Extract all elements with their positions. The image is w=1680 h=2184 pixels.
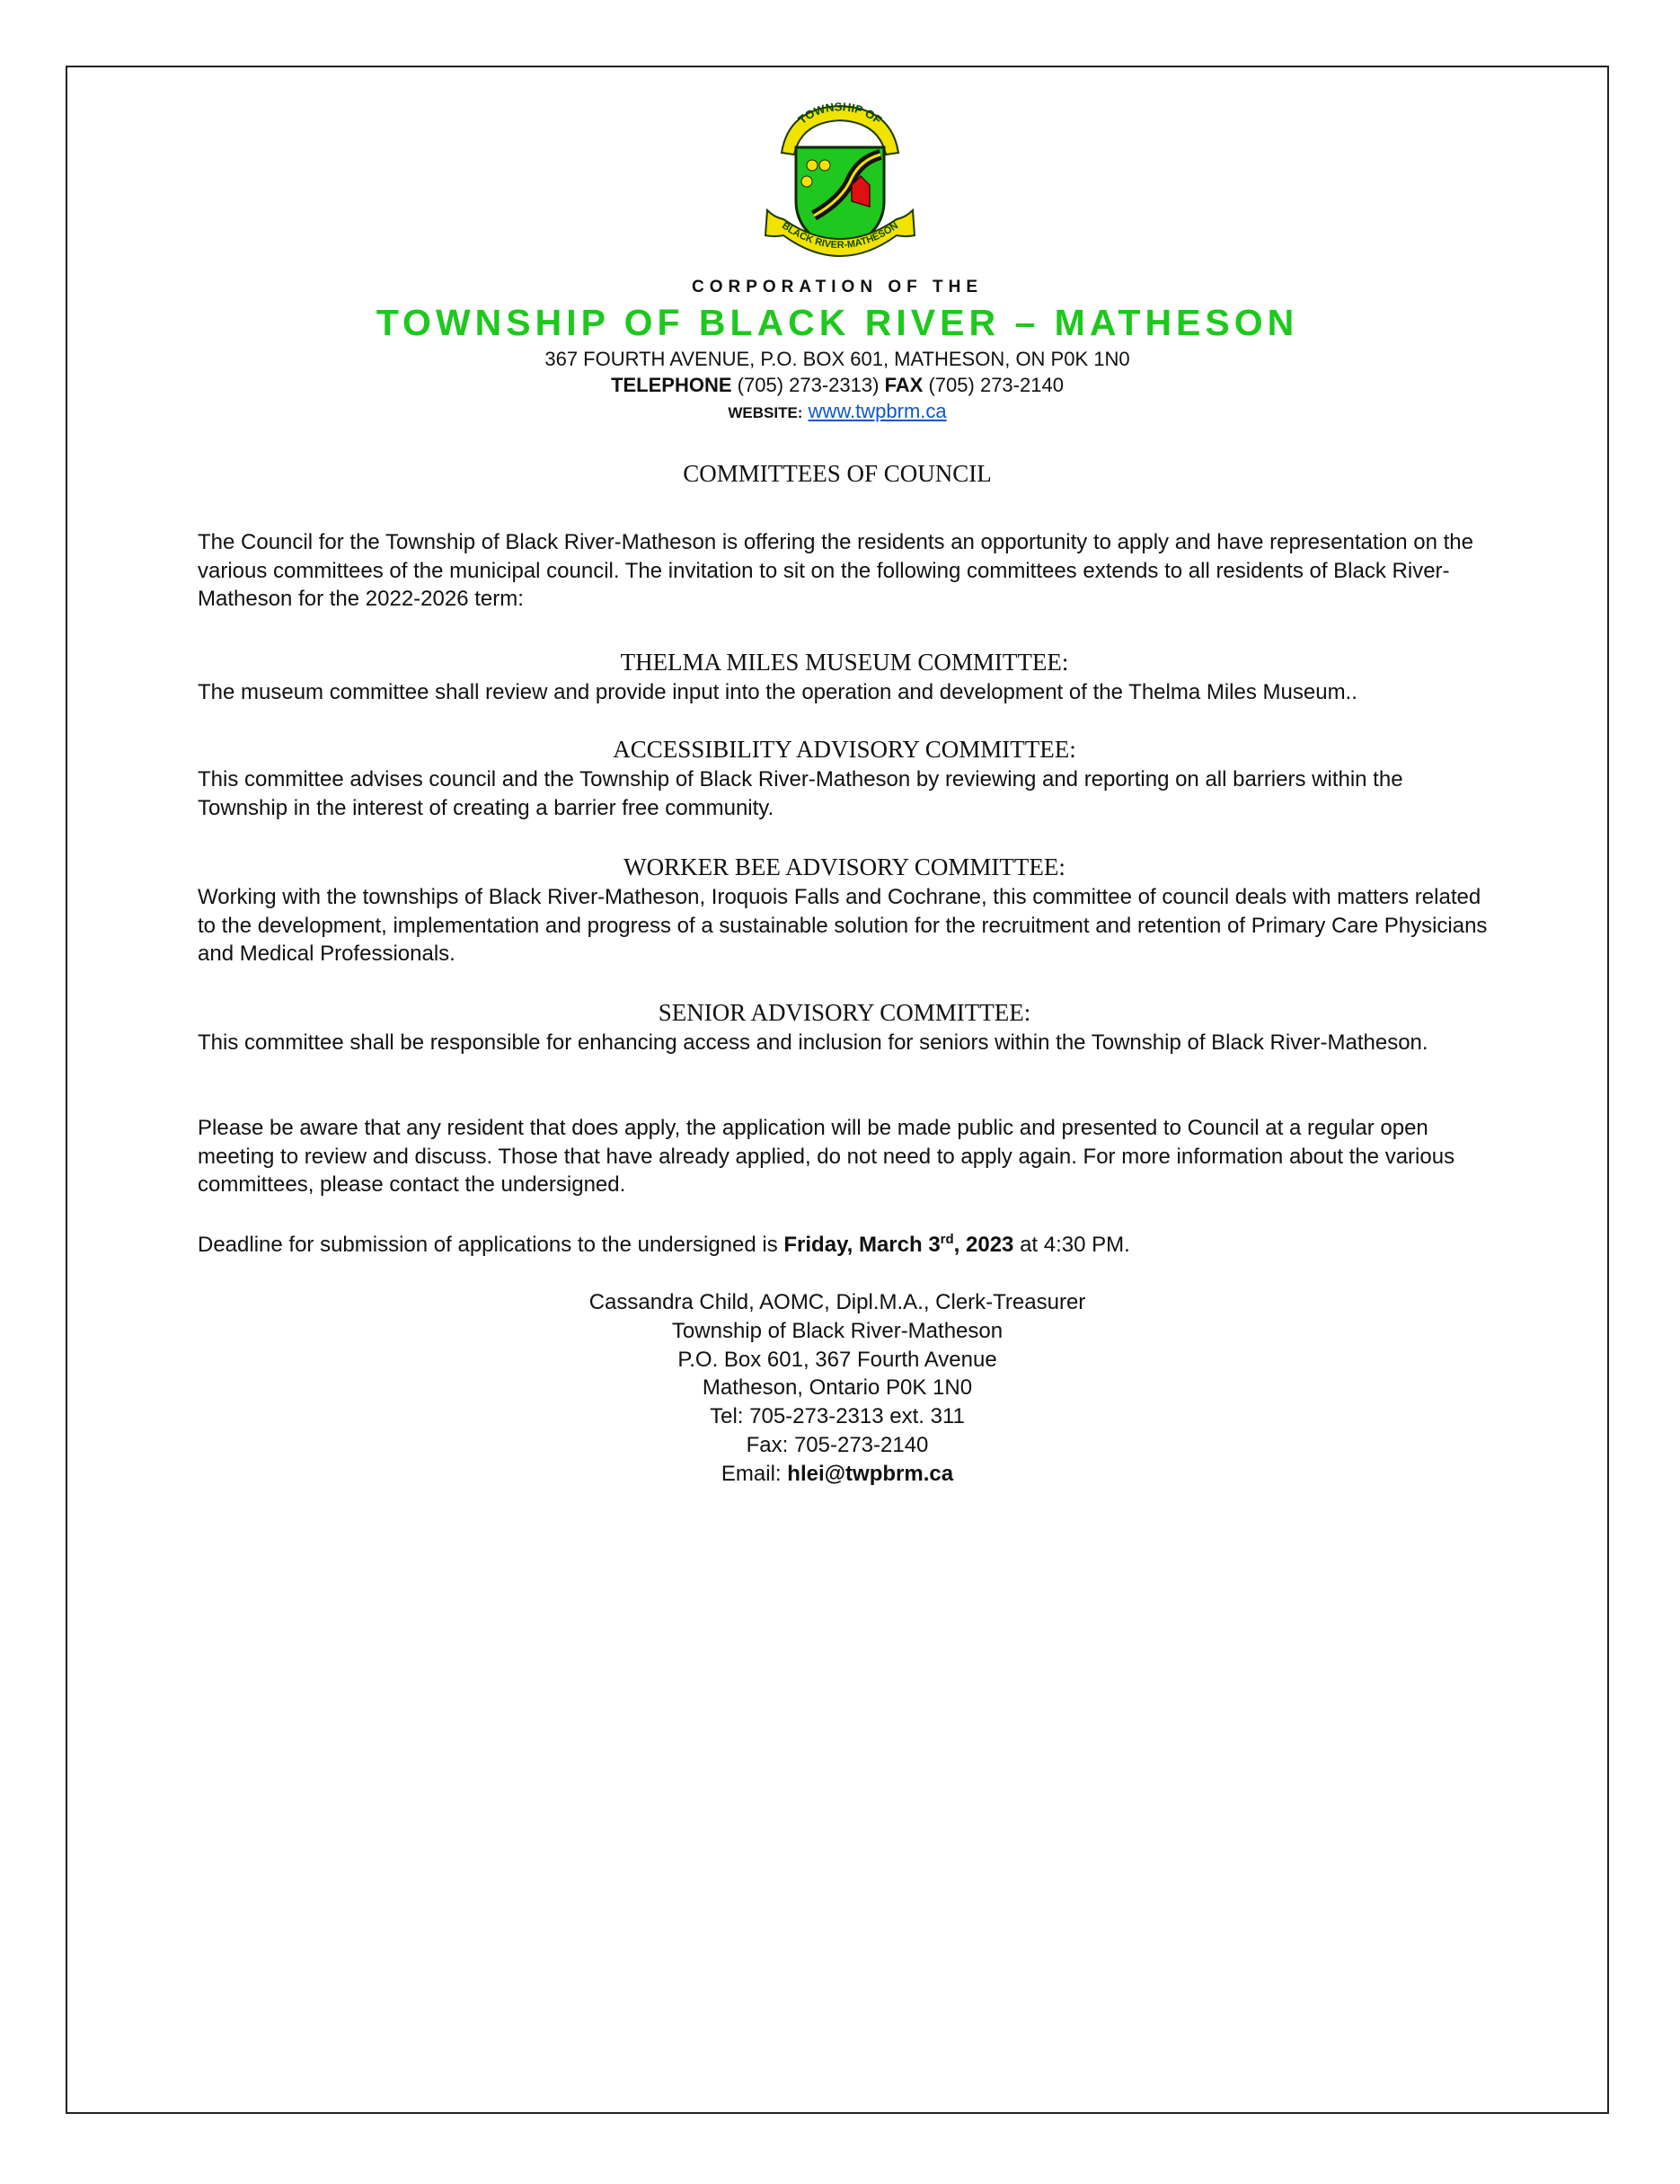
telephone-number: (705) 273-2313) <box>737 374 880 396</box>
crest-top-text: TOWNSHIP OF <box>795 101 885 127</box>
website-label: WEBSITE: <box>728 404 803 421</box>
committee-heading-worker-bee: WORKER BEE ADVISORY COMMITTEE: <box>623 853 1065 880</box>
fax-label: FAX <box>884 374 924 396</box>
website-link[interactable]: www.twpbrm.ca <box>808 400 947 422</box>
committee-description-worker-bee: Working with the townships of Black River-Matheson, Iroquois Falls and Cochrane, this committee of council deals with matters related to the development, implementation and progress of a sustainable solution for the recruitment and retention of Primary Care Physicians and Medical Professionals. <box>198 885 1488 966</box>
committee-heading-museum: THELMA MILES MUSEUM COMMITTEE: <box>620 649 1069 676</box>
signature-line: P.O. Box 601, 367 Fourth Avenue <box>677 1347 997 1372</box>
signature-line: Township of Black River-Matheson <box>671 1318 1004 1343</box>
signature-line: Matheson, Ontario P0K 1N0 <box>702 1375 973 1401</box>
notice-paragraph: Please be aware that any resident that does apply, the application will be made public and presented to Council at a regular open meeting to review and discuss. Those that have already applied, do not need to apply again. For more information about the various committees, please contact the undersigned. <box>198 1116 1455 1197</box>
intro-paragraph: The Council for the Township of Black River-Matheson is offering the residents an opportunity to apply and have representation on the various committees of the municipal council. The invitation to sit on the following committees extends to all residents of Black River-Matheson for the 2022-2026 term: <box>198 530 1473 611</box>
crest-bottom-text: BLACK RIVER-MATHESON <box>780 220 900 252</box>
email-label: Email: <box>721 1461 782 1486</box>
email-address[interactable]: hlei@twpbrm.ca <box>787 1461 954 1486</box>
township-crest-logo <box>762 101 918 258</box>
deadline-ordinal: rd <box>940 1232 954 1247</box>
telephone-label: TELEPHONE <box>611 374 732 396</box>
committee-description-senior: This committee shall be responsible for enhancing access and inclusion for seniors within the Township of Black River-Matheson. <box>198 1030 1428 1055</box>
committee-heading-senior: SENIOR ADVISORY COMMITTEE: <box>658 999 1031 1026</box>
deadline-line <box>198 1231 1491 1260</box>
signature-line: Cassandra Child, AOMC, Dipl.M.A., Clerk-Treasurer <box>588 1290 1086 1314</box>
committee-heading-accessibility: ACCESSIBILITY ADVISORY COMMITTEE: <box>613 736 1076 763</box>
deadline-prefix: Deadline for submission of applications to the undersigned is <box>198 1233 778 1257</box>
phone-line <box>66 372 1609 398</box>
committee-description-museum: The museum committee shall review and provide input into the operation and development of the Thelma Miles Museum.. <box>198 680 1357 704</box>
committee-description-accessibility: This committee advises council and the Township of Black River-Matheson by reviewing and reporting on all barriers within the Township in the interest of creating a barrier free community. <box>198 767 1403 820</box>
address-block <box>66 346 1609 426</box>
signature-block <box>66 1288 1609 1489</box>
email-line <box>66 1460 1609 1489</box>
signature-line: Tel: 705-273-2313 ext. 311 <box>710 1404 965 1429</box>
page-title: COMMITTEES OF COUNCIL <box>683 460 992 487</box>
corporation-of-the: CORPORATION OF THE <box>691 278 984 296</box>
signature-line: Fax: 705-273-2140 <box>746 1432 929 1457</box>
township-name: TOWNSHIP OF BLACK RIVER – MATHESON <box>376 302 1299 343</box>
fax-number: (705) 273-2140 <box>928 374 1064 396</box>
address-line: 367 FOURTH AVENUE, P.O. BOX 601, MATHESON, ON P0K 1N0 <box>544 348 1130 370</box>
deadline-time: at 4:30 PM. <box>1020 1233 1130 1257</box>
website-line <box>66 398 1609 426</box>
deadline-year: , 2023 <box>953 1233 1014 1257</box>
deadline-day: Friday, March 3 <box>783 1233 941 1257</box>
